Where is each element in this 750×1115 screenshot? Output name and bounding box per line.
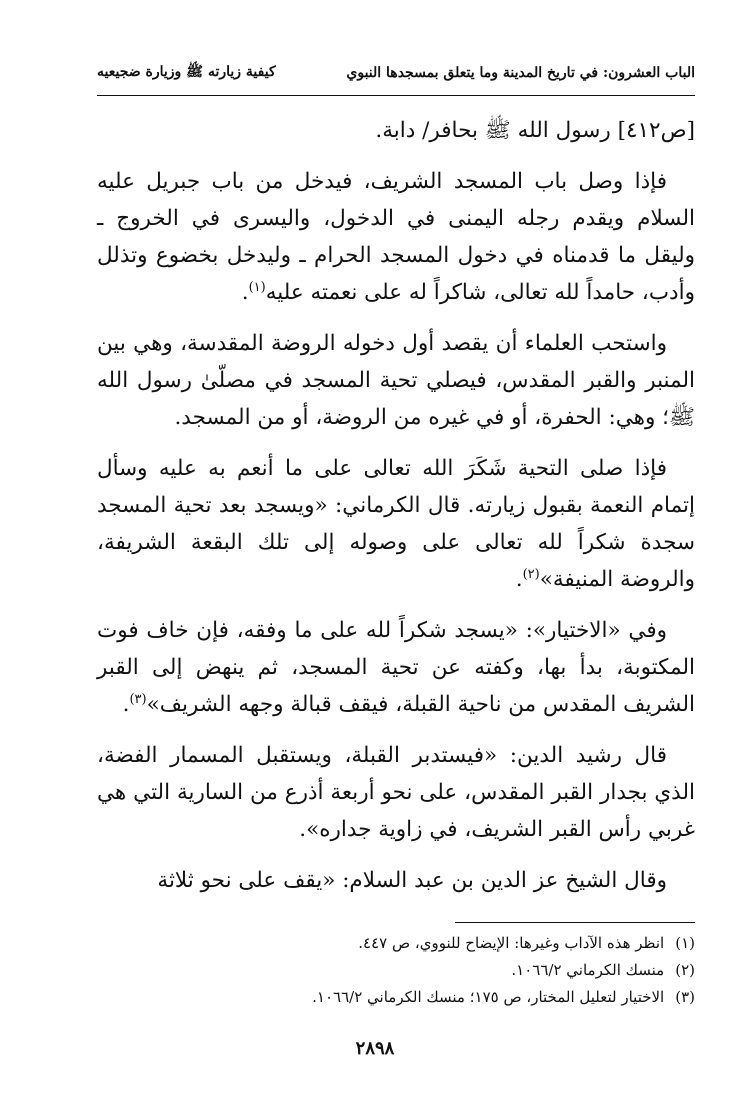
header-rule [97,95,695,96]
paragraph-7 [97,862,695,899]
paragraph-6-text: قال رشيد الدين: «فيستدبر القبلة، ويستقبل المسمار الفضة، الذي بجدار القبر المقدس، على نحو أربعة أذرع من السارية التي هي غربي رأس القبر الشريف، في زاوية جداره». [97,743,695,842]
paragraph-2-text: فإذا وصل باب المسجد الشريف، فيدخل من باب جبريل عليه السلام ويقدم رجله اليمنى في الدخول، واليسرى في الخروج ـ وليقل ما قدمناه في دخول المسجد الحرام ـ وليدخل بخضوع وتذلل وأدب، حامداً لله تعالى، شاكراً له على نعمته عليه [97,169,695,305]
page-number: ٢٨٩٨ [355,1038,395,1059]
manuscript-page-ref: [ص٤١٢] [617,118,695,143]
footnotes [97,930,695,1011]
footnote-number: (٣) [675,988,695,1006]
paragraph-6 [97,737,695,848]
footnote-number: (٢) [675,961,695,979]
paragraph-7-text: وقال الشيخ عز الدين بن عبد السلام: «يقف على نحو ثلاثة [157,868,667,893]
paragraph-3-text: واستحب العلماء أن يقصد أول دخوله الروضة المقدسة، وهي بين المنبر والقبر المقدس، فيصلي تحية المسجد في مصلّىٰ رسول الله ﷺ؛ وهي: الحفرة، أو في غيره من الروضة، أو من المسجد. [97,331,695,430]
footnote-text: انظر هذه الآداب وغيرها: الإيضاح للنووي، ص ٤٤٧. [358,934,665,952]
footnote-text: منسك الكرماني ١٠٦٦/٢. [511,961,665,979]
footnote-number: (١) [675,934,695,952]
paragraph-2-end: . [241,280,249,305]
paragraph-5-text: وفي «الاختيار»: «يسجد شكراً لله على ما وفقه، فإن خاف فوت المكتوبة، بدأ بها، وكفته عن تحية المسجد، ثم ينهض إلى القبر الشريف المقدس من ناحية القبلة، فيقف قبالة وجهه الشريف» [97,618,695,717]
chapter-title: الباب العشرون: في تاريخ المدينة وما يتعلق بمسجدها النبوي [346,65,695,81]
paragraph-3 [97,325,695,436]
paragraph-5-end: . [122,692,130,717]
paragraph-2 [97,163,695,311]
footnote-ref-2: (٢) [522,566,540,582]
footnote-2 [97,957,695,984]
main-text [97,112,695,913]
paragraph-1-text: رسول الله ﷺ بحافر/ دابة. [375,118,611,143]
footnote-3 [97,984,695,1011]
footnote-text: الاختيار لتعليل المختار، ص ١٧٥؛ منسك الكرماني ١٠٦٦/٢. [312,988,665,1006]
footnote-ref-1: (١) [248,279,266,295]
paragraph-4-text: فإذا صلى التحية شَكَرَ الله تعالى على ما أنعم به عليه وسأل إتمام النعمة بقبول زيارته. قال الكرماني: «ويسجد بعد تحية المسجد سجدة شكراً لله تعالى على وصوله إلى تلك البقعة الشريفة، والروضة المنيفة» [97,456,695,592]
paragraph-4-end: . [515,567,523,592]
paragraph-4 [97,450,695,598]
running-header [97,58,695,88]
paragraph-1 [97,112,695,149]
section-title: كيفية زيارته ﷺ وزيارة ضجيعيه [97,64,276,80]
footnote-ref-3: (٣) [129,691,147,707]
footnote-rule [455,922,695,923]
footnote-1 [97,930,695,957]
paragraph-5 [97,612,695,723]
